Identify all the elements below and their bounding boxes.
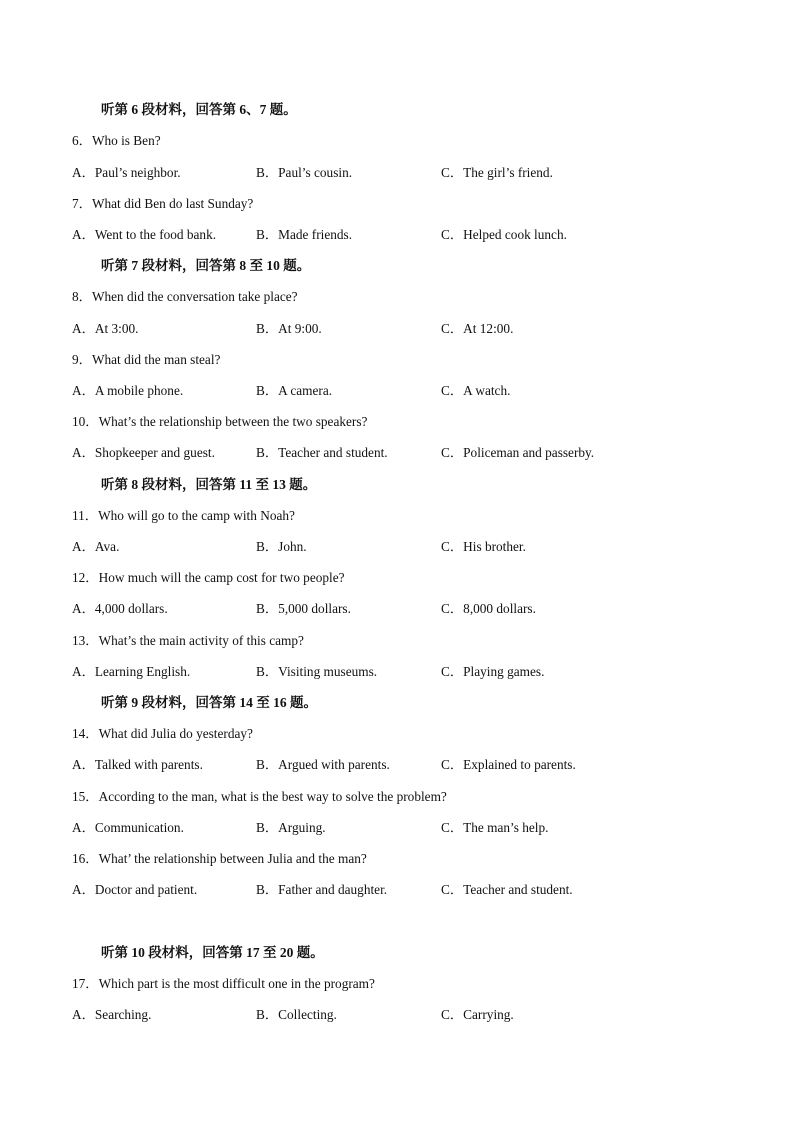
question-9: 9．What did the man steal? <box>72 352 221 367</box>
section-heading: 听第 10 段材料，回答第 17 至 20 题。 <box>101 945 324 960</box>
option-c: C．Teacher and student. <box>441 882 573 897</box>
option-a: A．Communication. <box>72 820 184 835</box>
question-8: 8．When did the conversation take place? <box>72 289 298 304</box>
section-heading: 听第 6 段材料，回答第 6、7 题。 <box>101 102 297 117</box>
options-row <box>0 537 794 557</box>
option-c: C．At 12:00. <box>441 321 514 336</box>
question-6: 6．Who is Ben? <box>72 133 161 148</box>
option-b: B．At 9:00. <box>256 321 322 336</box>
options-row <box>0 880 794 900</box>
options-row <box>0 381 794 401</box>
option-a: A．Talked with parents. <box>72 757 203 772</box>
option-c: C．Helped cook lunch. <box>441 227 567 242</box>
section-heading: 听第 8 段材料，回答第 11 至 13 题。 <box>101 477 317 492</box>
option-a: A．Paul’s neighbor. <box>72 165 181 180</box>
options-row <box>0 599 794 619</box>
option-b: B．A camera. <box>256 383 333 398</box>
option-a: A．4,000 dollars. <box>72 601 168 616</box>
option-b: B．John. <box>256 539 307 554</box>
option-b: B．5,000 dollars. <box>256 601 351 616</box>
options-row <box>0 755 794 775</box>
question-14: 14．What did Julia do yesterday? <box>72 726 253 741</box>
option-c: C．A watch. <box>441 383 511 398</box>
question-13: 13．What’s the main activity of this camp? <box>72 633 304 648</box>
option-c: C．Carrying. <box>441 1007 514 1022</box>
option-c: C．8,000 dollars. <box>441 601 536 616</box>
option-a: A．Searching. <box>72 1007 152 1022</box>
option-b: B．Paul’s cousin. <box>256 165 353 180</box>
option-c: C．His brother. <box>441 539 526 554</box>
section-heading: 听第 9 段材料，回答第 14 至 16 题。 <box>101 695 317 710</box>
options-row <box>0 662 794 682</box>
section-heading: 听第 7 段材料，回答第 8 至 10 题。 <box>101 258 311 273</box>
options-row <box>0 1005 794 1025</box>
question-12: 12．How much will the camp cost for two people? <box>72 570 345 585</box>
option-b: B．Father and daughter. <box>256 882 388 897</box>
option-c: C．Policeman and passerby. <box>441 445 595 460</box>
options-row <box>0 163 794 183</box>
option-a: A．Doctor and patient. <box>72 882 198 897</box>
options-row <box>0 319 794 339</box>
option-b: B．Collecting. <box>256 1007 337 1022</box>
question-11: 11．Who will go to the camp with Noah? <box>72 508 295 523</box>
option-c: C．Explained to parents. <box>441 757 576 772</box>
option-a: A．Shopkeeper and guest. <box>72 445 215 460</box>
options-row <box>0 443 794 463</box>
option-c: C．Playing games. <box>441 664 545 679</box>
option-a: A．At 3:00. <box>72 321 139 336</box>
option-b: B．Visiting museums. <box>256 664 378 679</box>
option-c: C．The girl’s friend. <box>441 165 553 180</box>
options-row <box>0 225 794 245</box>
option-a: A．Ava. <box>72 539 120 554</box>
option-b: B．Arguing. <box>256 820 326 835</box>
option-a: A．Went to the food bank. <box>72 227 217 242</box>
option-b: B．Argued with parents. <box>256 757 390 772</box>
question-17: 17．Which part is the most difficult one in the program? <box>72 976 375 991</box>
option-a: A．A mobile phone. <box>72 383 184 398</box>
option-a: A．Learning English. <box>72 664 191 679</box>
option-b: B．Teacher and student. <box>256 445 388 460</box>
option-c: C．The man’s help. <box>441 820 549 835</box>
question-16: 16．What’ the relationship between Julia and the man? <box>72 851 367 866</box>
question-10: 10．What’s the relationship between the two speakers? <box>72 414 368 429</box>
option-b: B．Made friends. <box>256 227 353 242</box>
question-15: 15．According to the man, what is the best way to solve the problem? <box>72 789 447 804</box>
question-7: 7．What did Ben do last Sunday? <box>72 196 254 211</box>
options-row <box>0 818 794 838</box>
